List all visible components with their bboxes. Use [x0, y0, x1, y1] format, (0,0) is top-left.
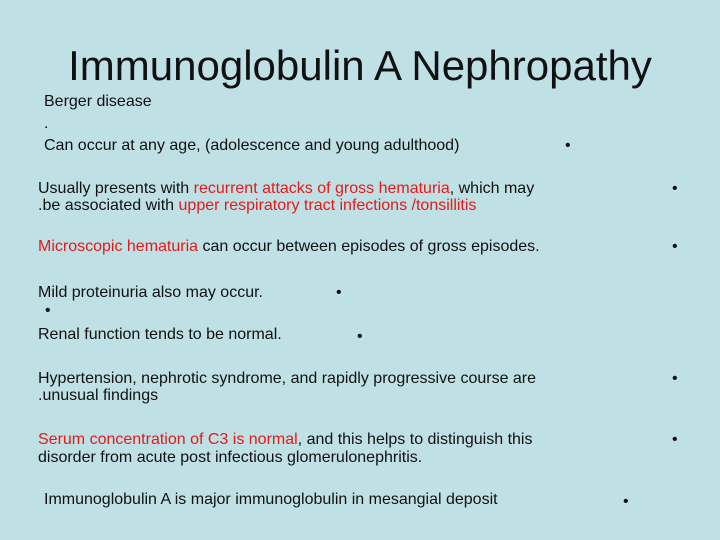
bullet-4: •	[336, 284, 342, 301]
text-microscopic-hematuria: Microscopic hematuria can occur between episodes of gross episodes.	[38, 238, 540, 255]
text-iga-major: Immunoglobulin A is major immunoglobulin in mesangial deposit	[44, 491, 498, 508]
bullet-8: •	[672, 431, 678, 448]
bullet-5: •	[45, 302, 51, 319]
bullet-3: •	[672, 238, 678, 255]
text-c3-line2: disorder from acute post infectious glomerulonephritis.	[38, 449, 423, 466]
text-presents-line2: .be associated with upper respiratory tract infections /tonsillitis	[38, 197, 477, 214]
text-presents-line1: Usually presents with recurrent attacks of gross hematuria, which may	[38, 180, 535, 197]
slide-title: Immunoglobulin A Nephropathy	[68, 42, 652, 89]
text-hypertension-line2: .unusual findings	[38, 387, 159, 404]
text-renal-function: Renal function tends to be normal.	[38, 326, 282, 343]
bullet-6: •	[357, 328, 363, 345]
bullet-1: •	[565, 137, 571, 154]
text-mild-proteinuria: Mild proteinuria also may occur.	[38, 284, 263, 301]
text-any-age: Can occur at any age, (adolescence and young adulthood)	[44, 137, 460, 154]
bullet-9: •	[623, 493, 629, 510]
bullet-7: •	[672, 370, 678, 387]
bullet-2: •	[672, 180, 678, 197]
text-berger-disease: Berger disease	[44, 93, 152, 110]
text-dot: .	[44, 115, 49, 132]
text-hypertension-line1: Hypertension, nephrotic syndrome, and rapidly progressive course are	[38, 370, 537, 387]
text-c3-line1: Serum concentration of C3 is normal, and this helps to distinguish this	[38, 431, 533, 448]
